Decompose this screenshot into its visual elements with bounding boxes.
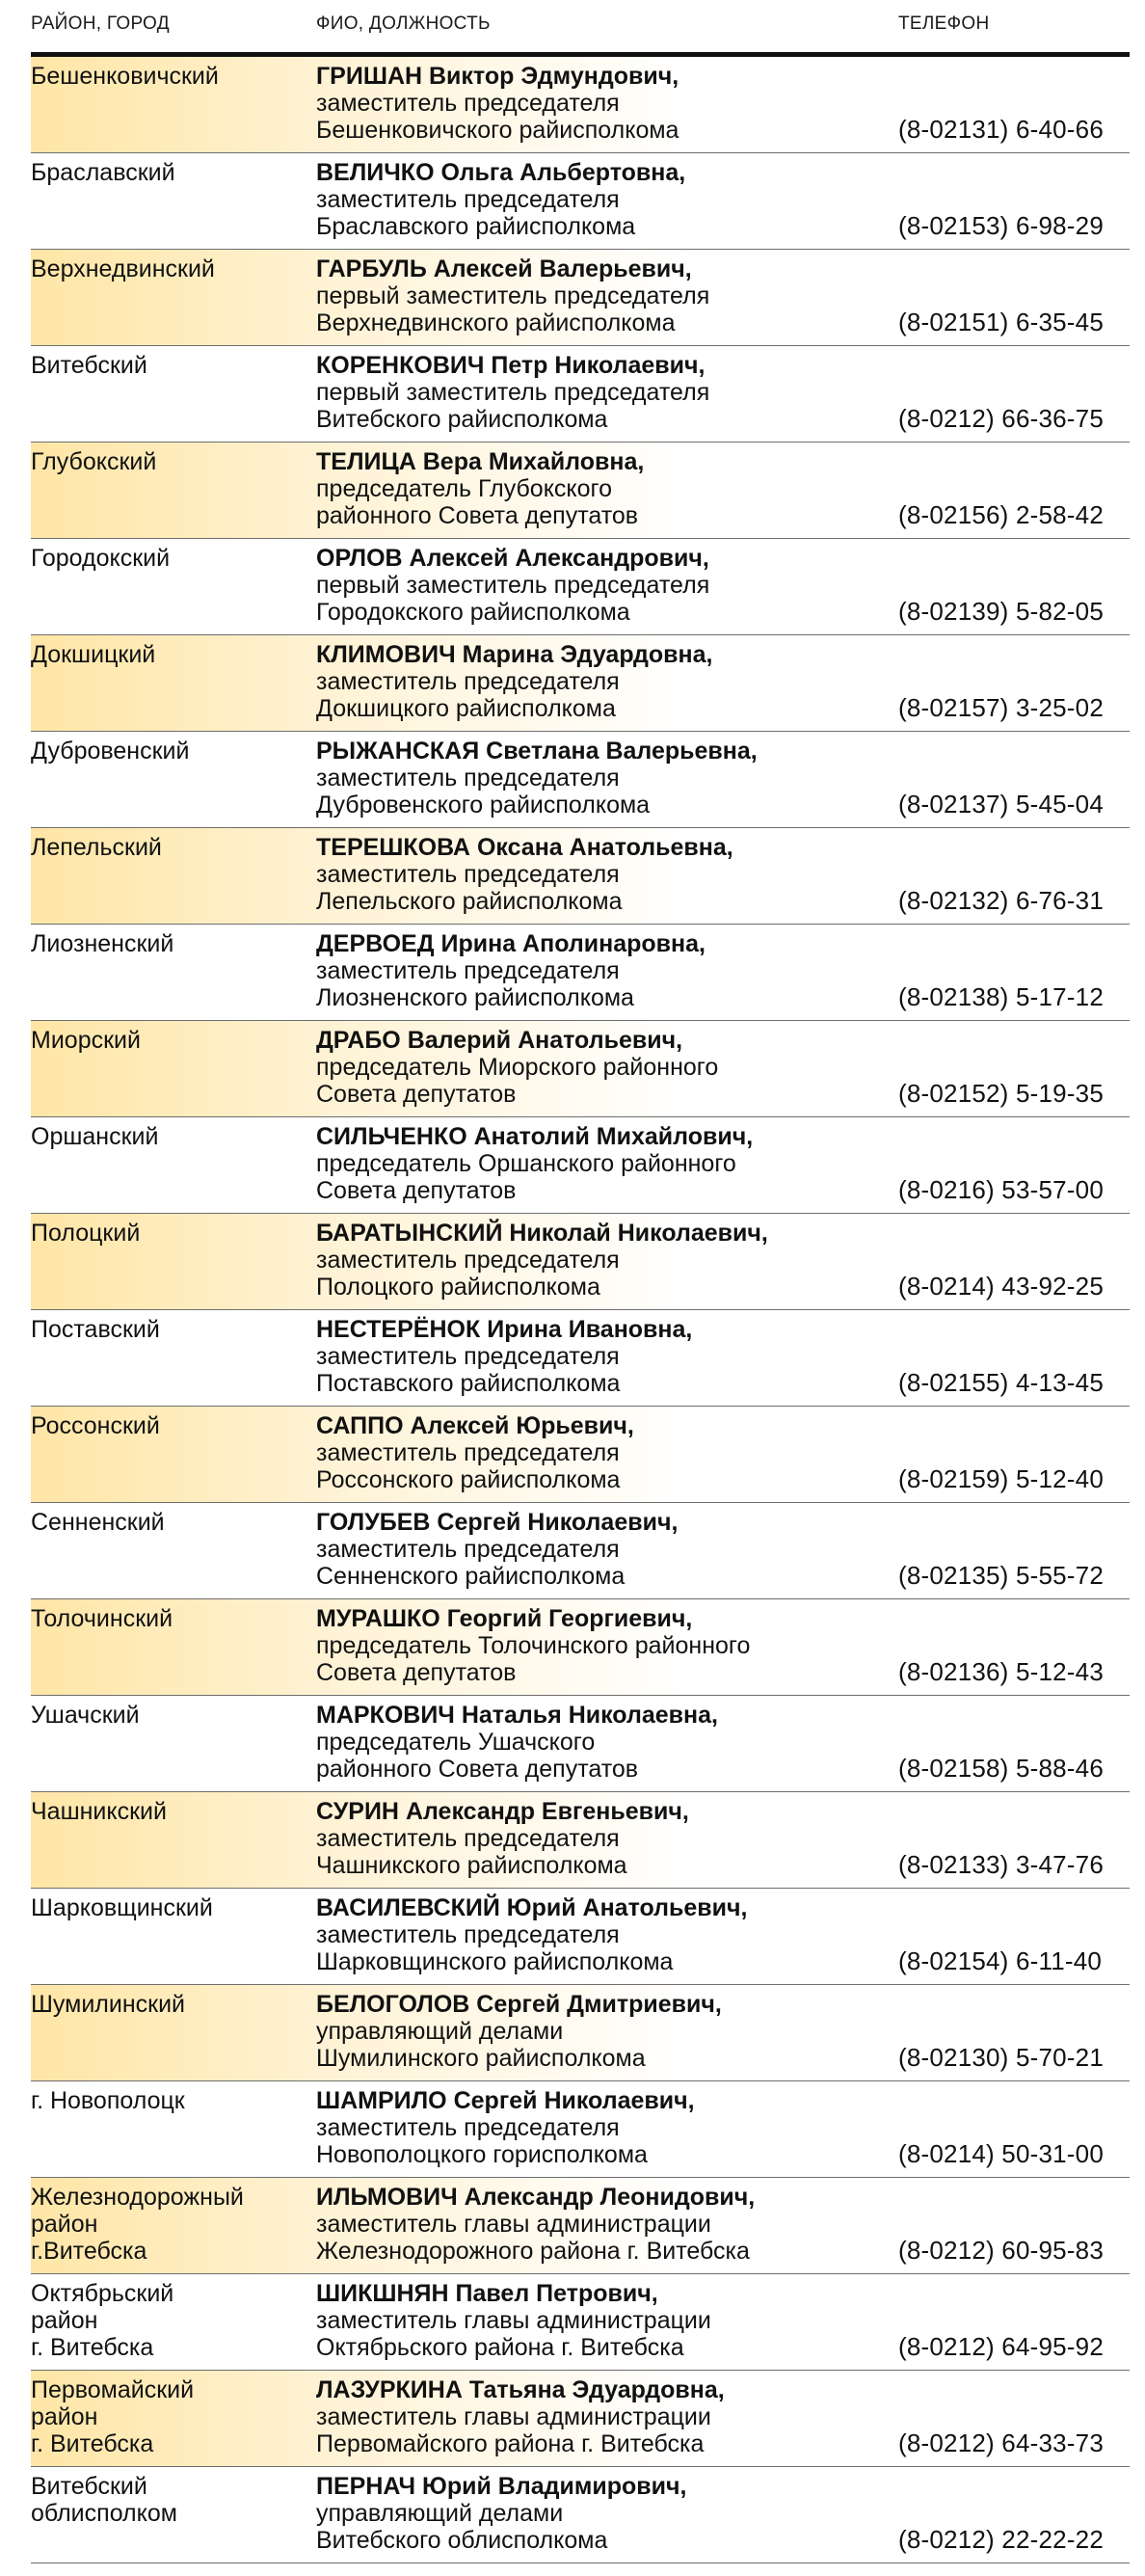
person-given-name: Юрий Владимирович, [422, 2473, 687, 2500]
phone-number[interactable]: (8-0214) 43-92-25 [898, 1272, 1104, 1301]
person-surname: ДЕРВОЕД [316, 930, 435, 957]
table-row [31, 925, 1130, 1021]
district-name: Полоцкий [31, 1220, 141, 1247]
person-info [316, 1027, 894, 1108]
person-position: первый заместитель председателя Витебского райисполкома [316, 379, 710, 433]
person-given-name: Павел Петрович, [455, 2280, 658, 2307]
person-info [316, 1316, 894, 1397]
table-row [31, 2371, 1130, 2467]
district-name: Лиозненский [31, 930, 174, 957]
person-info [316, 1798, 894, 1879]
person-position: заместитель председателя Россонского райисполкома [316, 1439, 621, 1493]
person-position: заместитель председателя Лепельского райисполкома [316, 861, 623, 915]
person-name [316, 1798, 894, 1825]
person-info [316, 448, 894, 529]
person-position: председатель Оршанского районного Совета депутатов [316, 1150, 736, 1204]
table-row [31, 1407, 1130, 1503]
person-position: председатель Глубокского районного Совета депутатов [316, 475, 639, 529]
phone-number[interactable]: (8-02135) 5-55-72 [898, 1561, 1104, 1590]
person-position: заместитель председателя Полоцкого райисполкома [316, 1247, 620, 1301]
person-given-name: Марина Эдуардовна, [462, 641, 713, 668]
district-name: Железнодорожный район г.Витебска [31, 2184, 244, 2265]
person-position: председатель Миорского районного Совета депутатов [316, 1054, 719, 1108]
table-row [31, 1889, 1130, 1985]
phone-number[interactable]: (8-02156) 2-58-42 [898, 500, 1104, 529]
phone-number[interactable]: (8-02132) 6-76-31 [898, 886, 1104, 915]
person-surname: ВАСИЛЕВСКИЙ [316, 1894, 500, 1921]
person-given-name: Георгий Георгиевич, [446, 1605, 693, 1632]
person-name [316, 930, 894, 957]
district-name: Браславский [31, 159, 175, 186]
district-name: Шарковщинский [31, 1894, 213, 1921]
person-surname: КЛИМОВИЧ [316, 641, 456, 668]
district-name: Докшицкий [31, 641, 156, 668]
person-surname: ВЕЛИЧКО [316, 159, 435, 186]
person-surname: ДРАБО [316, 1027, 401, 1054]
table-row [31, 1310, 1130, 1407]
person-name [316, 738, 894, 765]
person-name [316, 2087, 894, 2114]
table-row [31, 2274, 1130, 2371]
person-given-name: Сергей Николаевич, [453, 2087, 695, 2114]
person-surname: ГОЛУБЕВ [316, 1509, 431, 1536]
person-name [316, 1123, 894, 1150]
phone-number[interactable]: (8-02136) 5-12-43 [898, 1657, 1104, 1686]
table-row [31, 2178, 1130, 2274]
table-row [31, 1792, 1130, 1889]
table-row [31, 2467, 1130, 2563]
person-info [316, 834, 894, 915]
person-given-name: Светлана Валерьевна, [486, 738, 758, 765]
person-info [316, 2280, 894, 2361]
phone-number[interactable]: (8-02133) 3-47-76 [898, 1850, 1104, 1879]
person-given-name: Александр Леонидович, [464, 2184, 756, 2211]
district-name: Миорский [31, 1027, 141, 1054]
district-name: Бешенковичский [31, 63, 219, 90]
person-given-name: Сергей Дмитриевич, [476, 1991, 722, 2018]
person-surname: МУРАШКО [316, 1605, 440, 1632]
person-info [316, 2087, 894, 2168]
person-info [316, 1412, 894, 1493]
district-name: Верхнедвинский [31, 255, 215, 282]
district-name: Городокский [31, 545, 171, 572]
person-given-name: Сергей Николаевич, [437, 1509, 679, 1536]
person-given-name: Александр Евгеньевич, [405, 1798, 689, 1825]
district-name: Дубровенский [31, 738, 190, 765]
person-surname: ЛАЗУРКИНА [316, 2376, 463, 2403]
person-info [316, 159, 894, 240]
person-surname: БЕЛОГОЛОВ [316, 1991, 470, 2018]
person-name [316, 1316, 894, 1343]
table-row [31, 443, 1130, 539]
phone-number[interactable]: (8-02155) 4-13-45 [898, 1368, 1104, 1397]
phone-number[interactable]: (8-02138) 5-17-12 [898, 982, 1104, 1011]
phone-number[interactable]: (8-0212) 66-36-75 [898, 404, 1104, 433]
table-row [31, 635, 1130, 732]
person-given-name: Татьяна Эдуардовна, [468, 2376, 725, 2403]
district-name: Россонский [31, 1412, 160, 1439]
district-name: Ушачский [31, 1702, 140, 1729]
person-position: заместитель председателя Докшицкого райисполкома [316, 668, 620, 722]
person-surname: САППО [316, 1412, 404, 1439]
person-position: заместитель председателя Шарковщинского райисполкома [316, 1921, 674, 1975]
person-given-name: Николай Николаевич, [509, 1220, 768, 1247]
district-name: Первомайский район г. Витебска [31, 2376, 195, 2457]
person-position: заместитель главы администрации Октябрьского района г. Витебска [316, 2307, 711, 2361]
header-phone: ТЕЛЕФОН [898, 13, 990, 34]
district-name: Октябрьский район г. Витебска [31, 2280, 174, 2361]
person-info [316, 1220, 894, 1301]
person-given-name: Виктор Эдмундович, [429, 63, 679, 90]
person-given-name: Анатолий Михайлович, [473, 1123, 754, 1150]
table-row [31, 153, 1130, 250]
person-name [316, 2280, 894, 2307]
person-surname: ИЛЬМОВИЧ [316, 2184, 458, 2211]
phone-number[interactable]: (8-02158) 5-88-46 [898, 1754, 1104, 1783]
district-name: Витебский облисполком [31, 2473, 177, 2527]
person-surname: РЫЖАНСКАЯ [316, 738, 480, 765]
person-position: управляющий делами Шумилинского райисполкома [316, 2018, 646, 2072]
phone-number[interactable]: (8-0214) 50-31-00 [898, 2139, 1104, 2168]
person-info [316, 1991, 894, 2072]
table-row [31, 1021, 1130, 1117]
person-name [316, 2184, 894, 2211]
person-name [316, 448, 894, 475]
phone-number[interactable]: (8-02159) 5-12-40 [898, 1464, 1104, 1493]
person-surname: ТЕЛИЦА [316, 448, 416, 475]
person-name [316, 1605, 894, 1632]
person-info [316, 255, 894, 336]
table-row [31, 250, 1130, 346]
phone-number[interactable]: (8-0216) 53-57-00 [898, 1175, 1104, 1204]
person-position: заместитель председателя Новополоцкого горисполкома [316, 2114, 648, 2168]
district-name: Толочинский [31, 1605, 173, 1632]
district-name: г. Новополоцк [31, 2087, 185, 2114]
person-info [316, 1702, 894, 1783]
phone-number[interactable]: (8-02153) 6-98-29 [898, 211, 1104, 240]
person-name [316, 1991, 894, 2018]
table-row [31, 57, 1130, 153]
person-info [316, 63, 894, 144]
phone-number[interactable]: (8-02154) 6-11-40 [898, 1946, 1103, 1975]
person-name [316, 1509, 894, 1536]
person-name [316, 1220, 894, 1247]
person-name [316, 1702, 894, 1729]
person-surname: СИЛЬЧЕНКО [316, 1123, 467, 1150]
person-given-name: Алексей Юрьевич, [410, 1412, 634, 1439]
district-name: Поставский [31, 1316, 160, 1343]
person-surname: БАРАТЫНСКИЙ [316, 1220, 503, 1247]
person-info [316, 2376, 894, 2457]
person-name [316, 1027, 894, 1054]
person-name [316, 255, 894, 282]
person-position: первый заместитель председателя Верхнедвинского райисполкома [316, 282, 710, 336]
person-surname: ШАМРИЛО [316, 2087, 447, 2114]
person-position: заместитель председателя Бешенковичского райисполкома [316, 90, 679, 144]
person-info [316, 738, 894, 818]
person-surname: ГРИШАН [316, 63, 423, 90]
person-given-name: Оксана Анатольевна, [476, 834, 733, 861]
person-info [316, 641, 894, 722]
person-surname: ПЕРНАЧ [316, 2473, 416, 2500]
person-info [316, 930, 894, 1011]
contact-table [31, 57, 1130, 2563]
person-position: заместитель председателя Лиозненского райисполкома [316, 957, 634, 1011]
person-given-name: Алексей Александрович, [409, 545, 709, 572]
person-position: заместитель председателя Сенненского райисполкома [316, 1536, 626, 1590]
person-surname: КОРЕНКОВИЧ [316, 352, 485, 379]
person-info [316, 545, 894, 626]
table-header [0, 0, 1145, 54]
person-position: управляющий делами Витебского облисполкома [316, 2500, 608, 2554]
phone-number[interactable]: (8-0212) 64-95-92 [898, 2332, 1104, 2361]
table-row [31, 1985, 1130, 2081]
district-name: Глубокский [31, 448, 157, 475]
phone-number[interactable]: (8-02130) 5-70-21 [898, 2043, 1104, 2072]
person-position: заместитель председателя Поставского райисполкома [316, 1343, 621, 1397]
table-row [31, 1117, 1130, 1214]
table-row [31, 732, 1130, 828]
person-surname: НЕСТЕРЁНОК [316, 1316, 481, 1343]
table-row [31, 1599, 1130, 1696]
person-given-name: Валерий Анатольевич, [407, 1027, 683, 1054]
phone-number[interactable]: (8-0212) 60-95-83 [898, 2236, 1104, 2265]
table-row [31, 828, 1130, 925]
person-surname: ТЕРЕШКОВА [316, 834, 470, 861]
person-position: председатель Толочинского районного Совета депутатов [316, 1632, 751, 1686]
person-surname: МАРКОВИЧ [316, 1702, 455, 1729]
phone-number[interactable]: (8-02152) 5-19-35 [898, 1079, 1104, 1108]
phone-number[interactable]: (8-02137) 5-45-04 [898, 790, 1104, 818]
district-name: Витебский [31, 352, 147, 379]
phone-number[interactable]: (8-02151) 6-35-45 [898, 308, 1104, 336]
phone-number[interactable]: (8-0212) 64-33-73 [898, 2428, 1104, 2457]
person-info [316, 1605, 894, 1686]
table-row [31, 1696, 1130, 1792]
person-given-name: Ольга Альбертовна, [440, 159, 686, 186]
phone-number[interactable]: (8-0212) 22-22-22 [898, 2525, 1104, 2554]
person-surname: ГАРБУЛЬ [316, 255, 427, 282]
person-surname: ШИКШНЯН [316, 2280, 449, 2307]
person-position: заместитель главы администрации Первомайского района г. Витебска [316, 2403, 711, 2457]
district-name: Шумилинский [31, 1991, 186, 2018]
person-name [316, 2473, 894, 2500]
district-name: Сенненский [31, 1509, 165, 1536]
person-position: первый заместитель председателя Городокского райисполкома [316, 572, 710, 626]
table-row [31, 2081, 1130, 2178]
phone-number[interactable]: (8-02157) 3-25-02 [898, 693, 1104, 722]
person-position: заместитель председателя Дубровенского райисполкома [316, 765, 651, 818]
person-given-name: Алексей Валерьевич, [433, 255, 692, 282]
person-given-name: Вера Михайловна, [422, 448, 645, 475]
person-name [316, 545, 894, 572]
person-info [316, 2473, 894, 2554]
table-row [31, 1214, 1130, 1310]
person-position: председатель Ушачского районного Совета депутатов [316, 1729, 639, 1783]
person-given-name: Юрий Анатольевич, [506, 1894, 748, 1921]
person-name [316, 834, 894, 861]
person-info [316, 1894, 894, 1975]
person-given-name: Ирина Ивановна, [487, 1316, 693, 1343]
person-name [316, 159, 894, 186]
table-row [31, 539, 1130, 635]
person-position: заместитель главы администрации Железнодорожного района г. Витебска [316, 2211, 750, 2265]
person-given-name: Наталья Николаевна, [461, 1702, 718, 1729]
district-name: Лепельский [31, 834, 162, 861]
person-given-name: Петр Николаевич, [491, 352, 706, 379]
person-name [316, 1412, 894, 1439]
person-name [316, 63, 894, 90]
person-surname: ОРЛОВ [316, 545, 403, 572]
person-name [316, 641, 894, 668]
person-surname: СУРИН [316, 1798, 399, 1825]
table-row [31, 346, 1130, 443]
table-row [31, 1503, 1130, 1599]
person-info [316, 2184, 894, 2265]
district-name: Чашникский [31, 1798, 167, 1825]
person-position: заместитель председателя Браславского райисполкома [316, 186, 636, 240]
phone-number[interactable]: (8-02131) 6-40-66 [898, 115, 1104, 144]
person-info [316, 352, 894, 433]
district-name: Оршанский [31, 1123, 159, 1150]
person-name [316, 352, 894, 379]
person-info [316, 1123, 894, 1204]
person-info [316, 1509, 894, 1590]
person-position: заместитель председателя Чашникского райисполкома [316, 1825, 627, 1879]
person-name [316, 1894, 894, 1921]
header-name: ФИО, ДОЛЖНОСТЬ [316, 13, 491, 34]
header-district: РАЙОН, ГОРОД [31, 13, 170, 34]
person-given-name: Ирина Аполинаровна, [440, 930, 706, 957]
phone-number[interactable]: (8-02139) 5-82-05 [898, 597, 1104, 626]
person-name [316, 2376, 894, 2403]
